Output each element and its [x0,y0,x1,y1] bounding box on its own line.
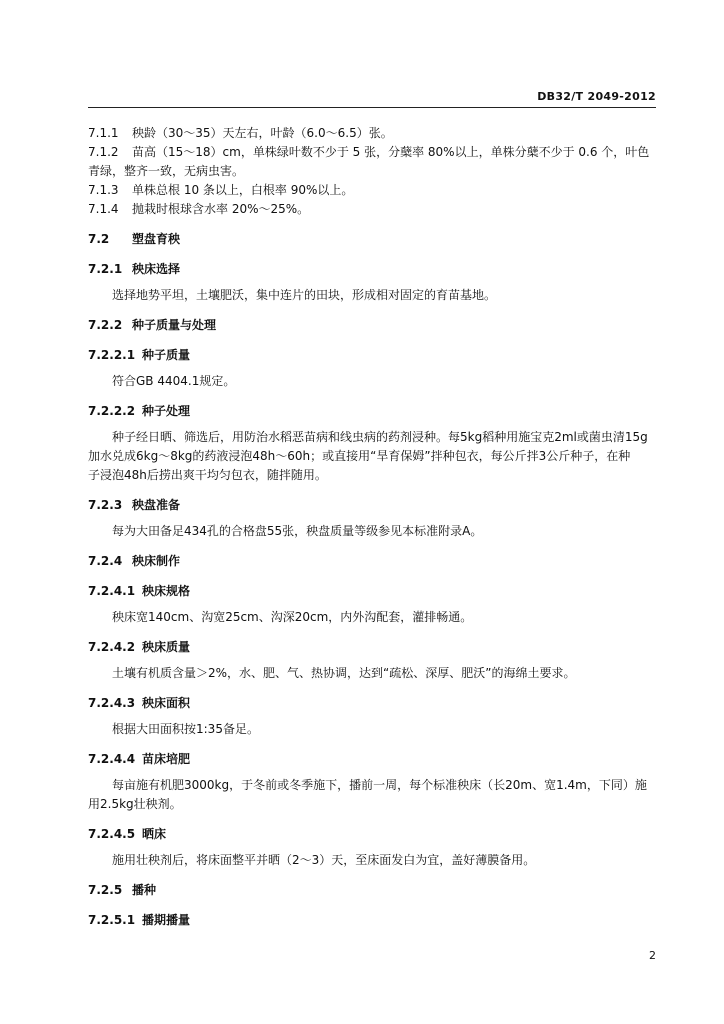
section-heading-7-2-4-4 [88,750,656,769]
section-number: 7.2.4.5 [88,827,136,841]
section-heading-7-2 [88,230,656,249]
clause-text: 抛栽时根球含水率 20%～25%。 [132,202,310,216]
section-title: 塑盘育秧 [132,232,181,246]
section-number: 7.2.5 [88,883,123,897]
clause-7-1-3 [88,181,656,200]
clause-text: 单株总根 10 条以上，白根率 90%以上。 [132,183,354,197]
paragraph-7-2-2-1: 符合GB 4404.1规定。 [112,374,236,388]
clause-number: 7.1.4 [88,202,119,216]
section-number: 7.2.3 [88,498,123,512]
section-heading-7-2-4 [88,552,656,571]
section-number: 7.2.4.2 [88,640,136,654]
header-rule [88,107,656,108]
section-heading-7-2-4-5 [88,825,656,844]
section-title: 秧盘准备 [132,498,181,512]
section-heading-7-2-2 [88,316,656,335]
section-number: 7.2.2.2 [88,404,136,418]
paragraph-7-2-2-2-line3: 子浸泡48h后捞出爽干均匀包衣，随拌随用。 [88,468,327,482]
paragraph-7-2-4-5: 施用壮秧剂后，将床面整平并晒（2～3）天，至床面发白为宜，盖好薄膜备用。 [112,853,536,867]
section-title: 种子质量与处理 [132,318,217,332]
paragraph-7-2-2-2-line2: 加水兑成6kg～8kg的药液浸泡48h～60h；或直接用“旱育保姆”拌种包衣，每公斤拌3公斤种子，在种 [88,449,631,463]
paragraph-7-2-2-2-line1: 种子经日晒、筛选后，用防治水稻恶苗病和线虫病的药剂浸种。每5kg稻种用施宝克2ml或菌虫清15g [112,430,648,444]
section-number: 7.2.4 [88,554,123,568]
section-number: 7.2.2.1 [88,348,136,362]
clause-text: 苗高（15～18）cm，单株绿叶数不少于 5 张，分蘖率 80%以上，单株分蘖不少于 0.6 个，叶色 [132,145,650,159]
section-number: 7.2.2 [88,318,123,332]
paragraph-7-2-3: 每为大田备足434孔的合格盘55张，秧盘质量等级参见本标准附录A。 [112,524,483,538]
section-number: 7.2.5.1 [88,913,136,927]
section-number: 7.2.4.3 [88,696,136,710]
section-heading-7-2-3 [88,496,656,515]
section-number: 7.2.4.4 [88,752,136,766]
clause-7-1-1 [88,124,656,143]
section-heading-7-2-5-1 [88,911,656,930]
page-number: 2 [649,949,656,962]
section-number: 7.2.4.1 [88,584,136,598]
clause-number: 7.1.1 [88,126,119,140]
section-title: 苗床培肥 [142,752,191,766]
paragraph-7-2-4-1: 秧床宽140cm、沟宽25cm、沟深20cm，内外沟配套，灌排畅通。 [112,610,473,624]
clause-number: 7.1.3 [88,183,119,197]
section-title: 播种 [132,883,157,897]
document-body [88,124,656,930]
section-title: 秧床制作 [132,554,181,568]
paragraph-7-2-4-3: 根据大田面积按1:35备足。 [112,722,259,736]
section-title: 秧床面积 [142,696,191,710]
clause-text: 秧龄（30～35）天左右，叶龄（6.0～6.5）张。 [132,126,393,140]
section-title: 种子质量 [142,348,191,362]
section-heading-7-2-1 [88,260,656,279]
section-heading-7-2-2-1 [88,346,656,365]
section-number: 7.2 [88,232,110,246]
paragraph-7-2-1: 选择地势平坦，土壤肥沃，集中连片的田块，形成相对固定的育苗基地。 [112,288,497,302]
paragraph-7-2-4-4-line1: 每亩施有机肥3000kg，于冬前或冬季施下，播前一周，每个标准秧床（长20m、宽1.4m，下同）施 [112,778,647,792]
section-title: 播期播量 [142,913,191,927]
section-heading-7-2-2-2 [88,402,656,421]
clause-number: 7.1.2 [88,145,119,159]
section-number: 7.2.1 [88,262,123,276]
paragraph-7-2-4-4-line2: 用2.5kg壮秧剂。 [88,797,182,811]
section-title: 秧床质量 [142,640,191,654]
section-title: 秧床选择 [132,262,181,276]
clause-7-1-2-continued: 青绿，整齐一致，无病虫害。 [88,164,245,178]
section-title: 晒床 [142,827,167,841]
clause-7-1-4 [88,200,656,219]
section-heading-7-2-4-3 [88,694,656,713]
paragraph-7-2-4-2: 土壤有机质含量＞2%，水、肥、气、热协调，达到“疏松、深厚、肥沃”的海绵土要求。 [112,666,576,680]
section-heading-7-2-5 [88,881,656,900]
section-heading-7-2-4-2 [88,638,656,657]
section-title: 种子处理 [142,404,191,418]
section-heading-7-2-4-1 [88,582,656,601]
clause-7-1-2 [88,143,656,162]
section-title: 秧床规格 [142,584,191,598]
document-header-code: DB32/T 2049-2012 [537,90,656,103]
